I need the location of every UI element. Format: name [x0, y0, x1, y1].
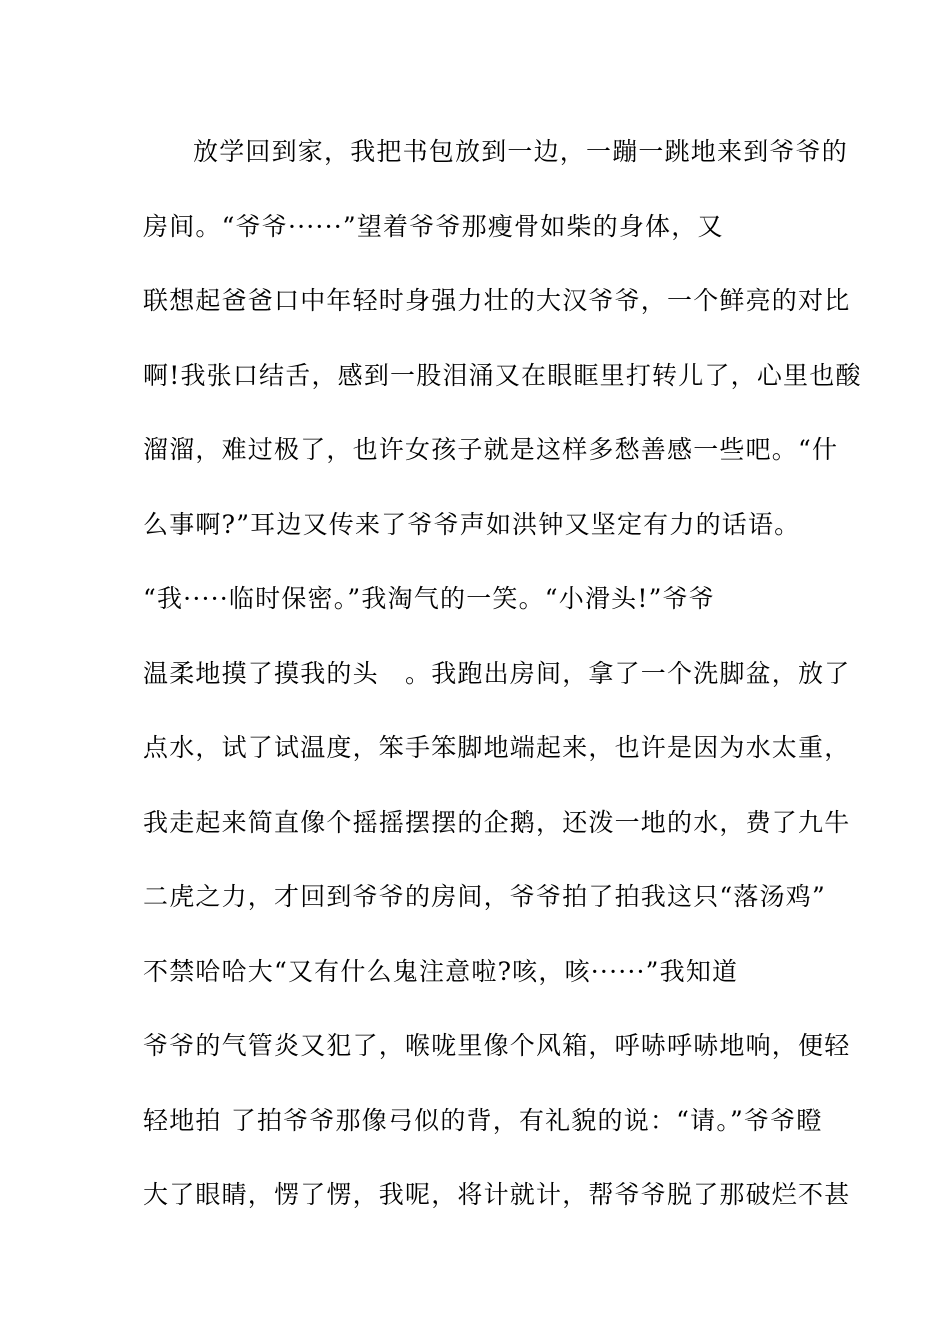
- text-line: “我·····临时保密。”我淘气的一笑。“小滑头!”爷爷: [143, 584, 716, 613]
- text-line: 放学回到家，我把书包放到一边，一蹦一跳地来到爷爷的: [193, 137, 849, 166]
- text-line: 点水，试了试温度，笨手笨脚地端起来，也许是因为水太重，: [143, 733, 851, 762]
- text-line: 大了眼睛，愣了愣，我呢，将计就计，帮爷爷脱了那破烂不甚: [143, 1180, 851, 1209]
- text-line: 不禁哈哈大“又有什么鬼注意啦?咳，咳······”我知道: [143, 956, 739, 986]
- text-line: 房间。“爷爷······”望着爷爷那瘦骨如柴的身体，又: [143, 211, 724, 241]
- text-line: 爷爷的气管炎又犯了，喉咙里像个风箱，呼哧呼哧地响，便轻: [143, 1031, 851, 1060]
- text-line: 我走起来简直像个摇摇摆摆的企鹅，还泼一地的水，费了九牛: [143, 807, 851, 837]
- text-line: 啊!我张口结舌，感到一股泪涌又在眼眶里打转儿了，心里也酸: [143, 360, 862, 390]
- text-line: 溜溜，难过极了，也许女孩子就是这样多愁善感一些吧。“什: [143, 435, 839, 464]
- text-line: 二虎之力，才回到爷爷的房间，爷爷拍了拍我这只“落汤鸡”: [143, 882, 826, 911]
- text-line: 轻地拍 了拍爷爷那像弓似的背，有礼貌的说：“请。”爷爷瞪: [143, 1105, 823, 1135]
- text-line: 温柔地摸了摸我的头 。我跑出房间，拿了一个洗脚盆，放了: [143, 658, 851, 688]
- text-line: 么事啊?”耳边又传来了爷爷声如洪钟又坚定有力的话语。: [143, 509, 801, 539]
- text-line: 联想起爸爸口中年轻时身强力壮的大汉爷爷，一个鲜亮的对比: [143, 286, 851, 315]
- body-paragraph: [143, 128, 862, 1246]
